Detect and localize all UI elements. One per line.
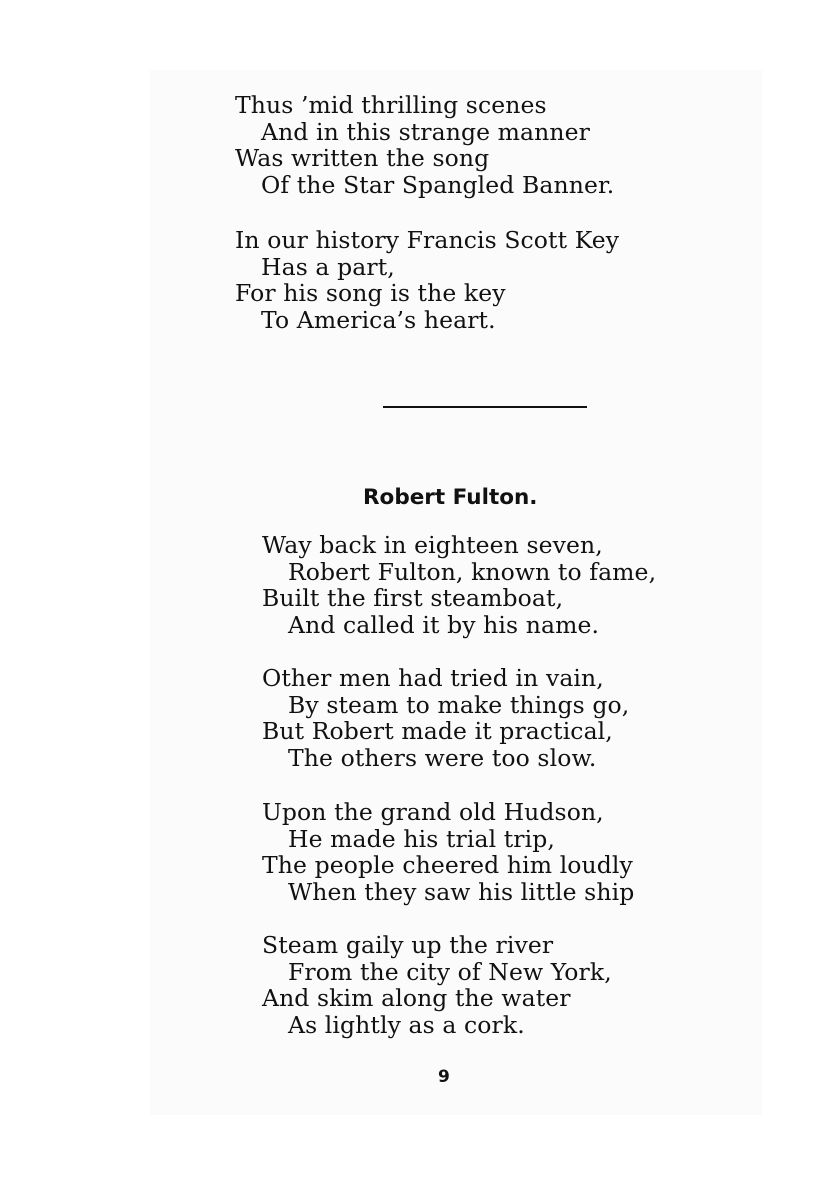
page-number: 9	[438, 1067, 450, 1087]
poem-line: Robert Fulton, known to fame,	[288, 557, 657, 586]
poem-line: And called it by his name.	[288, 611, 600, 640]
poem-stanza-2	[262, 665, 629, 772]
poem-line: Way back in eighteen seven,	[262, 531, 603, 559]
poem-line: Of the Star Spangled Banner.	[261, 171, 615, 200]
poem-line: As lightly as a cork.	[288, 1011, 525, 1040]
poem-line: By steam to make things go,	[288, 690, 630, 719]
poem-line: But Robert made it practical,	[262, 717, 613, 746]
poem-line: And in this strange manner	[261, 117, 590, 146]
poem-line: For his song is the key	[235, 279, 506, 308]
poem-line: The others were too slow.	[288, 744, 597, 773]
poem-line: The people cheered him loudly	[262, 851, 633, 880]
section-divider	[383, 406, 587, 408]
poem-line: Upon the grand old Hudson,	[262, 798, 604, 826]
poem-line: In our history Francis Scott Key	[235, 226, 620, 254]
previous-poem-stanza-1	[235, 92, 614, 199]
poem-line: When they saw his little ship	[288, 878, 635, 907]
poem-line: To America’s heart.	[261, 306, 496, 335]
poem-line: Was written the song	[235, 144, 490, 173]
poem-line: He made his trial trip,	[288, 824, 555, 853]
poem-stanza-1	[262, 532, 656, 639]
poem-line: Has a part,	[261, 252, 395, 281]
poem-stanza-4	[262, 932, 612, 1039]
poem-line: Built the first steamboat,	[262, 584, 564, 613]
poem-line: And skim along the water	[262, 984, 571, 1013]
previous-poem-stanza-2	[235, 227, 619, 334]
poem-line: Other men had tried in vain,	[262, 664, 604, 692]
poem-stanza-3	[262, 799, 634, 906]
poem-line: Thus ’mid thrilling scenes	[235, 91, 547, 119]
poem-title: Robert Fulton.	[363, 485, 538, 510]
poem-line: From the city of New York,	[288, 957, 612, 986]
poem-line: Steam gaily up the river	[262, 931, 554, 959]
